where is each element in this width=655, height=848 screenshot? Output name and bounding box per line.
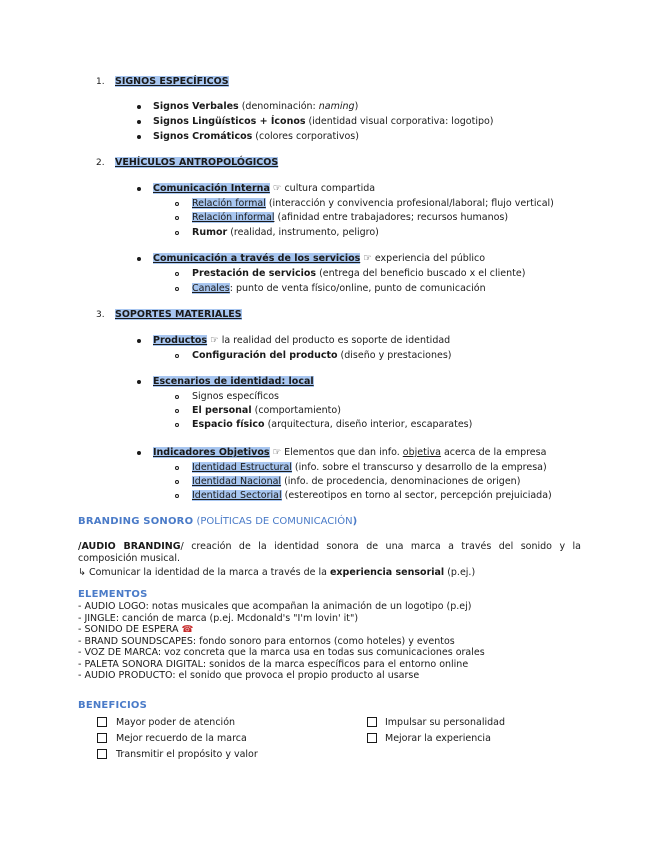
list-item: - SONIDO DE ESPERA ☎	[78, 624, 194, 635]
bullet-list-item: Comunicación a través de los servicios ☞ experiencia del público	[137, 253, 485, 264]
circle-bullet-icon	[175, 216, 179, 220]
audio-branding-definition: /AUDIO BRANDING/ creación de la identidad sonora de una marca a través del sonido y la composición musical.	[78, 541, 581, 564]
list-item: - AUDIO LOGO: notas musicales que acompañan la animación de un logotipo (p.ej)	[78, 601, 472, 612]
circle-bullet-icon	[175, 202, 179, 206]
checkbox-icon[interactable]	[97, 733, 107, 743]
return-arrow-icon: ↳	[78, 567, 86, 578]
sub-list-item: El personal (comportamiento)	[175, 405, 341, 416]
bullet-list-item: Signos Lingüísticos + Íconos (identidad visual corporativa: logotipo)	[137, 116, 494, 127]
sub-list-item: Prestación de servicios (entrega del beneficio buscado x el cliente)	[175, 268, 525, 279]
circle-bullet-icon	[175, 423, 179, 427]
checklist-item[interactable]: Mejorar la experiencia	[367, 733, 491, 744]
pointing-hand-icon: ☞	[272, 447, 282, 458]
sub-list-item: Relación informal (afinidad entre trabajadores; recursos humanos)	[175, 212, 508, 223]
beneficios-heading: BENEFICIOS	[78, 700, 147, 711]
checkbox-icon[interactable]	[97, 717, 107, 727]
bullet-list-item: Signos Cromáticos (colores corporativos)	[137, 131, 359, 142]
elementos-heading: ELEMENTOS	[78, 589, 148, 600]
checklist-item[interactable]: Mayor poder de atención	[97, 717, 235, 728]
section-title-soportes: SOPORTES MATERIALES	[115, 309, 242, 320]
bullet-list-item: Productos ☞ la realidad del producto es soporte de identidad	[137, 335, 450, 346]
section-number: 2.	[96, 158, 105, 168]
sub-list-item: Identidad Nacional (info. de procedencia, denominaciones de origen)	[175, 476, 520, 487]
bullet-icon	[137, 120, 141, 124]
list-item: - AUDIO PRODUCTO: el sonido que provoca el propio producto al usarse	[78, 670, 420, 681]
list-item: - JINGLE: canción de marca (p.ej. Mcdonald's "I'm lovin' it")	[78, 612, 359, 624]
circle-bullet-icon	[175, 409, 179, 413]
sub-list-item: Signos específicos	[175, 391, 279, 402]
bullet-list-item: Indicadores Objetivos ☞ Elementos que dan info. objetiva acerca de la empresa	[137, 447, 546, 458]
sub-list-item: Relación formal (interacción y convivencia profesional/laboral; flujo vertical)	[175, 198, 554, 209]
sub-list-item: Configuración del producto (diseño y prestaciones)	[175, 350, 451, 361]
circle-bullet-icon	[175, 287, 179, 291]
section-number: 3.	[96, 310, 105, 320]
sub-list-item: Identidad Estructural (info. sobre el transcurso y desarrollo de la empresa)	[175, 462, 547, 473]
circle-bullet-icon	[175, 466, 179, 470]
checklist-item[interactable]: Transmitir el propósito y valor	[97, 749, 258, 760]
pointing-hand-icon: ☞	[363, 253, 372, 264]
sub-list-item: Identidad Sectorial (estereotipos en torno al sector, percepción prejuiciada)	[175, 490, 552, 501]
circle-bullet-icon	[175, 480, 179, 484]
checklist-item[interactable]: Impulsar su personalidad	[367, 717, 505, 728]
section-title-signos: SIGNOS ESPECÍFICOS	[115, 76, 229, 87]
circle-bullet-icon	[175, 272, 179, 276]
list-item: - PALETA SONORA DIGITAL: sonidos de la marca específicos para el entorno online	[78, 658, 469, 670]
sub-list-item: Rumor (realidad, instrumento, peligro)	[175, 227, 379, 238]
bullet-icon	[137, 257, 141, 261]
bullet-list-item: Signos Verbales (denominación: naming)	[137, 101, 358, 112]
circle-bullet-icon	[175, 395, 179, 399]
phone-icon: ☎	[181, 624, 194, 635]
branding-heading: BRANDING SONORO (POLÍTICAS DE COMUNICACIÓN)	[78, 516, 358, 527]
checkbox-icon[interactable]	[367, 733, 377, 743]
elementos-list	[78, 601, 485, 682]
bullet-icon	[137, 187, 141, 191]
checkbox-icon[interactable]	[97, 749, 107, 759]
checkbox-icon[interactable]	[367, 717, 377, 727]
bullet-icon	[137, 380, 141, 384]
section-title-vehiculos: VEHÍCULOS ANTROPOLÓGICOS	[115, 157, 279, 168]
bullet-icon	[137, 339, 141, 343]
circle-bullet-icon	[175, 354, 179, 358]
bullet-icon	[137, 451, 141, 455]
bullet-icon	[137, 135, 141, 139]
pointing-hand-icon: ☞	[210, 335, 219, 346]
section-number: 1.	[96, 77, 105, 87]
circle-bullet-icon	[175, 494, 179, 498]
bullet-icon	[137, 105, 141, 109]
bullet-list-item: Comunicación Interna ☞ cultura compartida	[137, 183, 375, 194]
pointing-hand-icon: ☞	[272, 183, 282, 194]
checklist-item[interactable]: Mejor recuerdo de la marca	[97, 733, 247, 744]
audio-branding-subpoint: ↳ Comunicar la identidad de la marca a través de la experiencia sensorial (p.ej.)	[78, 567, 476, 578]
sub-list-item: Canales: punto de venta físico/online, punto de comunicación	[175, 283, 486, 294]
bullet-list-item: Escenarios de identidad: local	[137, 376, 314, 387]
circle-bullet-icon	[175, 231, 179, 235]
list-item: - VOZ DE MARCA: voz concreta que la marca usa en todas sus comunicaciones orales	[78, 647, 485, 658]
list-item: - BRAND SOUNDSCAPES: fondo sonoro para entornos (como hoteles) y eventos	[78, 635, 455, 647]
sub-list-item: Espacio físico (arquitectura, diseño interior, escaparates)	[175, 419, 472, 430]
